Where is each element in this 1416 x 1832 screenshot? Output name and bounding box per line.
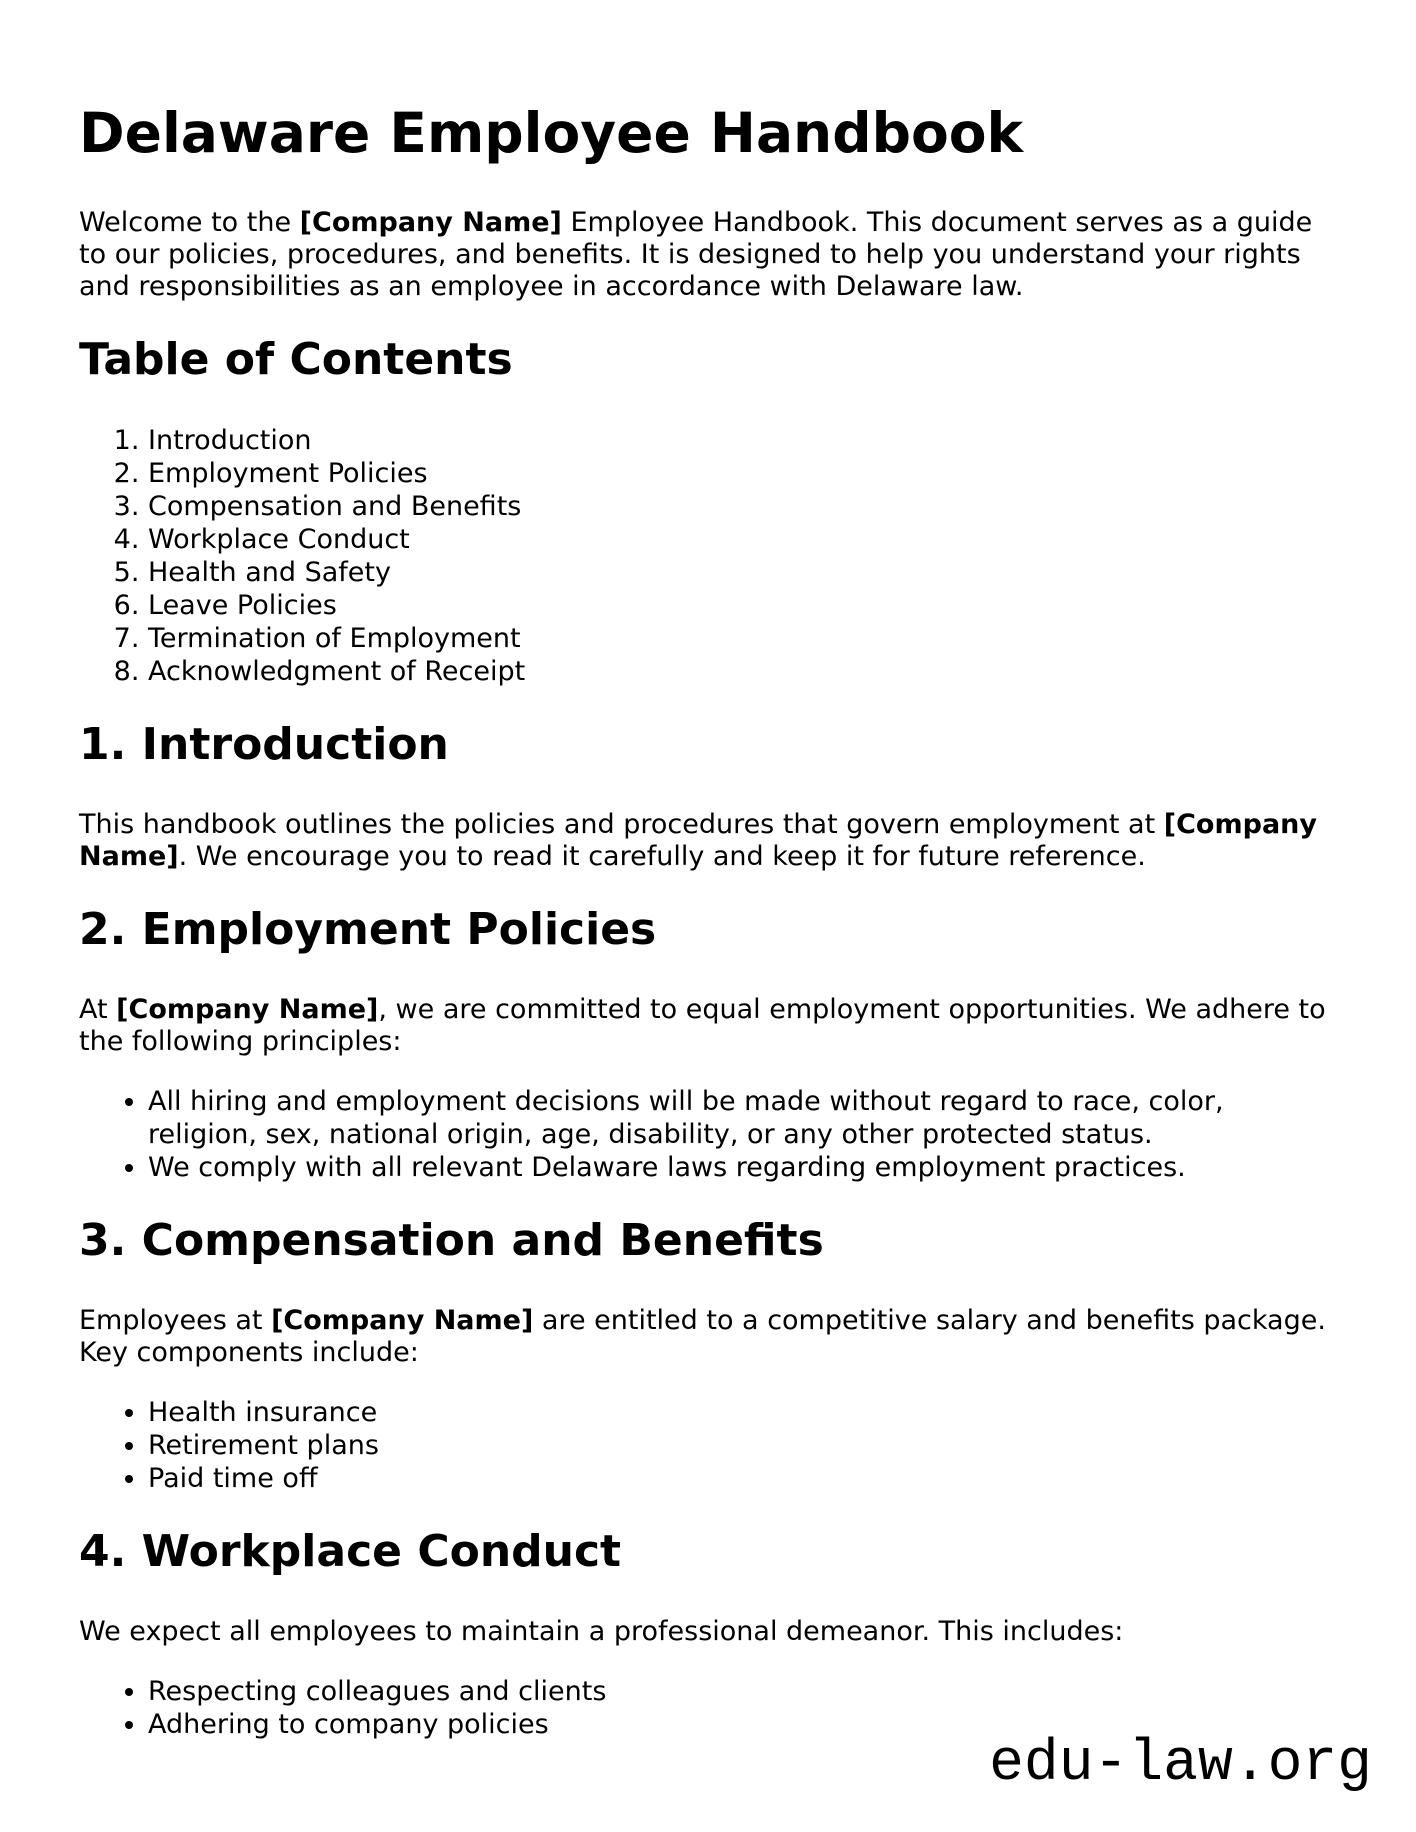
toc-heading: Table of Contents bbox=[79, 334, 513, 385]
intro-paragraph-pre: Welcome to the bbox=[79, 207, 300, 238]
company-name-placeholder: [Company Name] bbox=[79, 809, 1317, 872]
section-3-bullet-list bbox=[79, 1396, 1337, 1495]
toc-item-leave-policies: 6. Leave Policies bbox=[148, 589, 1337, 622]
company-name-placeholder: [Company Name] bbox=[116, 994, 379, 1025]
toc-item-health-safety: 5. Health and Safety bbox=[148, 556, 1337, 589]
section-2-paragraph-post: , we are committed to equal employment opportunities. We adhere to the following principles: bbox=[79, 994, 1326, 1057]
section-4-paragraph bbox=[79, 1616, 1337, 1648]
list-item: • Paid time off bbox=[148, 1462, 1337, 1495]
section-1-paragraph-post: . We encourage you to read it carefully and keep it for future reference. bbox=[178, 841, 1146, 872]
section-2-paragraph bbox=[79, 994, 1337, 1058]
section-2-paragraph-pre: At bbox=[79, 994, 117, 1025]
toc-item-introduction: 1. Introduction bbox=[148, 424, 1337, 457]
toc-list bbox=[79, 424, 1337, 688]
toc-item-acknowledgment: 8. Acknowledgment of Receipt bbox=[148, 655, 1337, 688]
section-3-heading: 3. Compensation and Benefits bbox=[79, 1215, 824, 1266]
section-1-paragraph-pre: This handbook outlines the policies and procedures that govern employment at bbox=[79, 809, 1164, 840]
section-3-paragraph bbox=[79, 1305, 1337, 1369]
intro-paragraph bbox=[79, 207, 1337, 303]
toc-item-compensation-benefits: 3. Compensation and Benefits bbox=[148, 490, 1337, 523]
toc-item-termination: 7. Termination of Employment bbox=[148, 622, 1337, 655]
section-4-paragraph-pre: We expect all employees to maintain a professional demeanor. This includes: bbox=[79, 1616, 1124, 1647]
list-item: • Respecting colleagues and clients bbox=[148, 1675, 1337, 1708]
section-4-heading: 4. Workplace Conduct bbox=[79, 1526, 622, 1577]
section-3-paragraph-pre: Employees at bbox=[79, 1305, 272, 1336]
company-name-placeholder: [Company Name] bbox=[299, 207, 562, 238]
document-title: Delaware Employee Handbook bbox=[79, 101, 1024, 165]
site-watermark: edu-law.org bbox=[989, 1732, 1372, 1797]
list-item: • All hiring and employment decisions will be made without regard to race, color, religion, sex, national origin, age, disability, or any other protected status. bbox=[148, 1085, 1337, 1151]
list-item: • We comply with all relevant Delaware laws regarding employment practices. bbox=[148, 1151, 1337, 1184]
list-item: • Retirement plans bbox=[148, 1429, 1337, 1462]
toc-item-workplace-conduct: 4. Workplace Conduct bbox=[148, 523, 1337, 556]
section-2-bullet-list bbox=[79, 1085, 1337, 1184]
section-1-heading: 1. Introduction bbox=[79, 719, 449, 770]
section-2-heading: 2. Employment Policies bbox=[79, 904, 657, 955]
company-name-placeholder: [Company Name] bbox=[271, 1305, 534, 1336]
list-item: • Adhering to company policies bbox=[148, 1708, 1337, 1741]
section-1-paragraph bbox=[79, 809, 1337, 873]
toc-item-employment-policies: 2. Employment Policies bbox=[148, 457, 1337, 490]
intro-paragraph-post: Employee Handbook. This document serves as a guide to our policies, procedures, and benefits. It is designed to help you understand your rights and responsibilities as an employee in accordance with Delaware law. bbox=[79, 207, 1313, 302]
section-3-paragraph-post: are entitled to a competitive salary and benefits package. Key components include: bbox=[79, 1305, 1326, 1368]
list-item: • Health insurance bbox=[148, 1396, 1337, 1429]
